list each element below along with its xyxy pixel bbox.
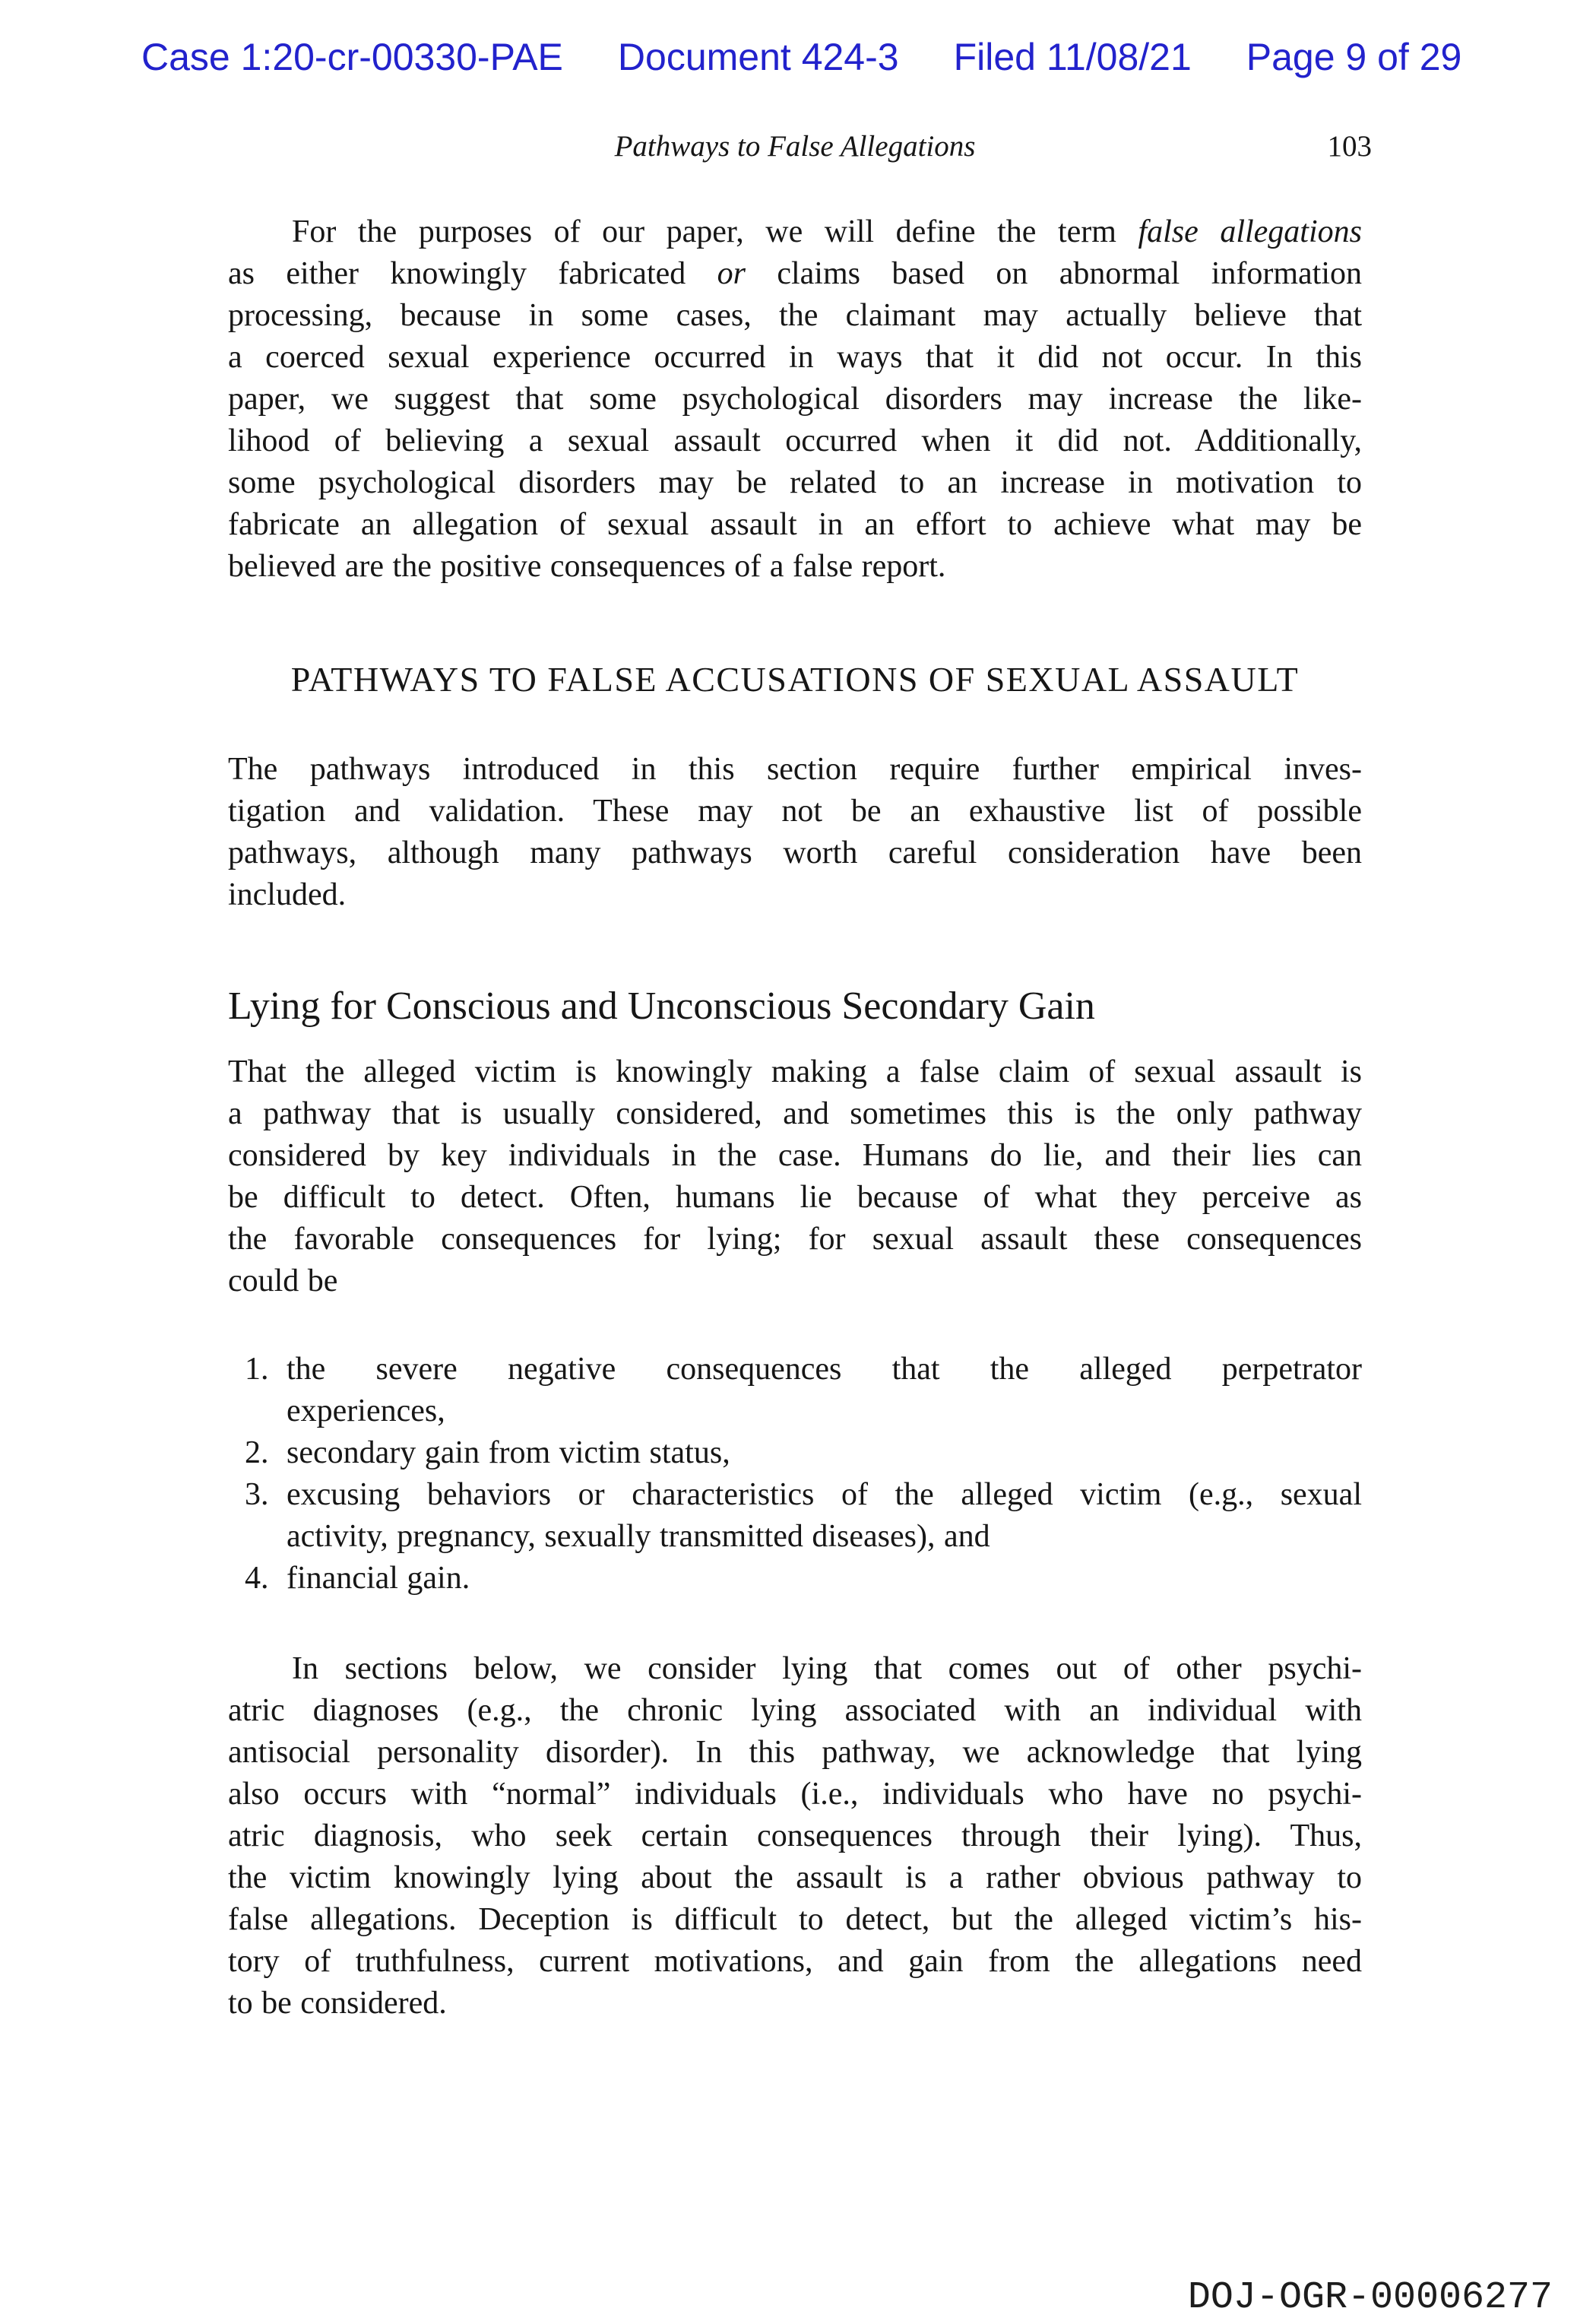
paragraph [228,211,1362,588]
bates-number: DOJ-OGR-00006277 [1187,2276,1553,2319]
body-column [228,0,1362,2324]
text-line: tory of truthfulness, current motivations, and gain from the allegations need [228,1944,1362,1979]
text-line: considered by key individuals in the case. Humans do lie, and their lies can [228,1138,1362,1173]
text-line: financial gain. [287,1561,470,1596]
list-item-number: 3. [245,1477,269,1512]
text-line: secondary gain from victim status, [287,1435,730,1470]
text-line: a pathway that is usually considered, and sometimes this is the only pathway [228,1096,1362,1131]
list-item-number: 4. [245,1561,269,1596]
list-item-number: 1. [245,1352,269,1387]
text-line: false allegations. Deception is difficult to detect, but the alleged victim’s his- [228,1902,1362,1937]
text-line: For the purposes of our paper, we will define the term false allegations [292,214,1362,249]
text-line: processing, because in some cases, the claimant may actually believe that [228,298,1362,333]
text-line: paper, we suggest that some psychological disorders may increase the like- [228,382,1362,417]
text-line: be difficult to detect. Often, humans lie because of what they perceive as [228,1180,1362,1215]
text-line: some psychological disorders may be related to an increase in motivation to [228,465,1362,500]
paragraph [228,1648,1362,2024]
running-head-page-number: 103 [1327,130,1372,163]
stamp-page-count: Page 9 of 29 [1246,36,1462,78]
text-line: could be [228,1263,338,1298]
list-item [228,1349,1362,1432]
text-line: In sections below, we consider lying that comes out of other psychi- [292,1651,1362,1686]
numbered-list [228,1349,1362,1600]
subsection-heading: Lying for Conscious and Unconscious Secondary Gain [228,984,1095,1028]
text-line: fabricate an allegation of sexual assault in an effort to achieve what may be [228,507,1362,542]
paragraph [228,1051,1362,1302]
text-line: atric diagnoses (e.g., the chronic lying associated with an individual with [228,1693,1362,1728]
list-item [228,1474,1362,1558]
text-line: the victim knowingly lying about the assault is a rather obvious pathway to [228,1860,1362,1895]
text-line: That the alleged victim is knowingly making a false claim of sexual assault is [228,1054,1362,1089]
text-line: atric diagnosis, who seek certain consequences through their lying). Thus, [228,1818,1362,1853]
text-line: tigation and validation. These may not be an exhaustive list of possible [228,794,1362,829]
text-line: experiences, [287,1393,445,1428]
text-line: as either knowingly fabricated or claims based on abnormal information [228,256,1362,291]
text-line: the favorable consequences for lying; for sexual assault these consequences [228,1222,1362,1257]
text-line: activity, pregnancy, sexually transmitted diseases), and [287,1519,990,1554]
section-heading: PATHWAYS TO FALSE ACCUSATIONS OF SEXUAL ASSAULT [290,660,1300,699]
stamp-document-number: Document 424-3 [617,36,899,78]
text-line: a coerced sexual experience occurred in ways that it did not occur. In this [228,340,1362,375]
list-item [228,1432,1362,1474]
text-line: believed are the positive consequences of a false report. [228,549,946,584]
list-item-number: 2. [245,1435,269,1470]
list-item [228,1558,1362,1600]
stamp-case-number: Case 1:20-cr-00330-PAE [141,36,563,78]
text-line: The pathways introduced in this section require further empirical inves- [228,752,1362,787]
text-line: the severe negative consequences that the alleged perpetrator [287,1352,1362,1387]
text-line: to be considered. [228,1986,447,2021]
text-line: excusing behaviors or characteristics of the alleged victim (e.g., sexual [287,1477,1362,1512]
text-line: pathways, although many pathways worth careful consideration have been [228,835,1362,870]
running-head-title: Pathways to False Allegations [614,130,976,163]
text-line: lihood of believing a sexual assault occurred when it did not. Additionally, [228,423,1362,458]
text-line: also occurs with “normal” individuals (i.e., individuals who have no psychi- [228,1777,1362,1812]
text-line: included. [228,877,347,912]
stamp-filed-date: Filed 11/08/21 [953,36,1192,78]
paragraph [228,749,1362,916]
text-line: antisocial personality disorder). In this pathway, we acknowledge that lying [228,1735,1362,1770]
